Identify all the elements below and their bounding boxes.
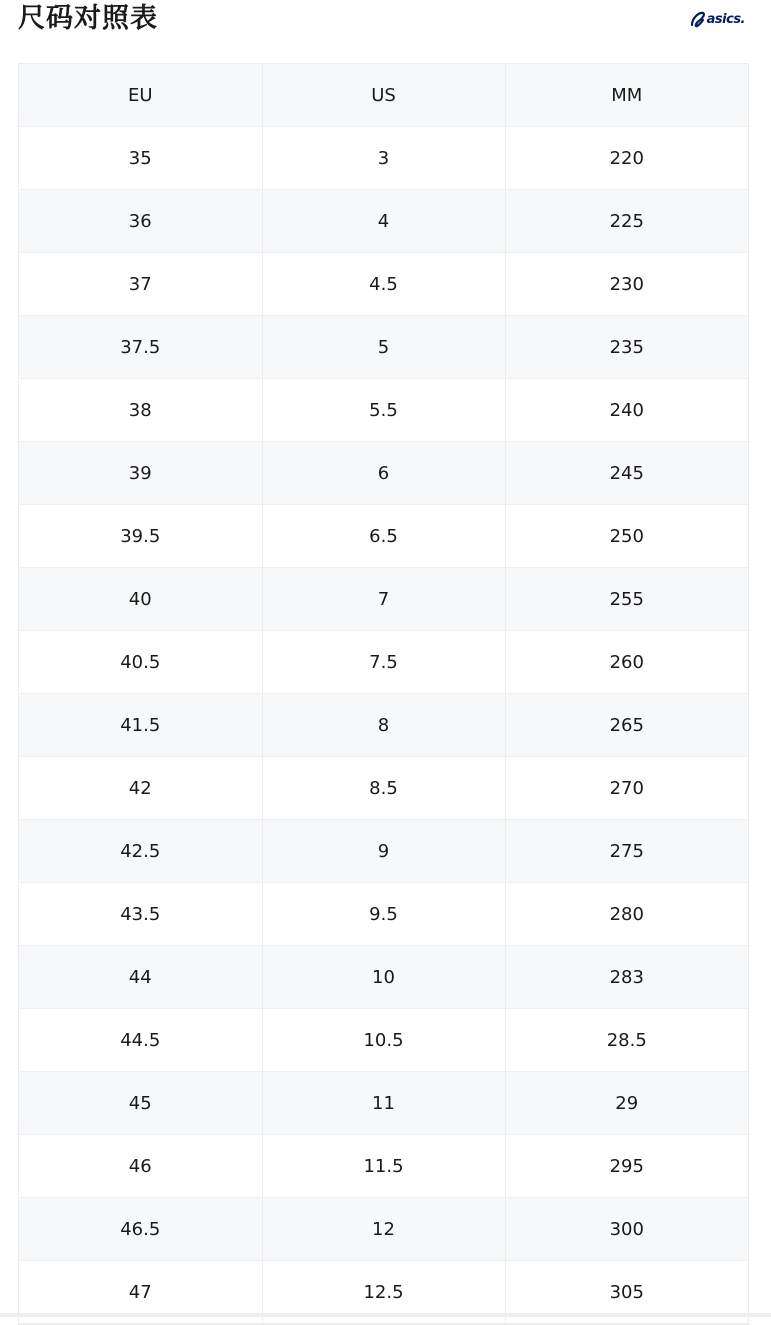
cell-eu: 39 (19, 442, 262, 505)
cell-us: 7 (262, 568, 505, 631)
table-row (19, 757, 748, 820)
cell-eu: 46 (19, 1135, 262, 1198)
asics-logo-icon (690, 10, 706, 28)
brand-logo (690, 8, 745, 30)
cell-eu: 44.5 (19, 1009, 262, 1072)
cell-mm: 220 (505, 127, 748, 190)
cell-eu: 47 (19, 1261, 262, 1324)
cell-mm: 28.5 (505, 1009, 748, 1072)
cell-us: 10.5 (262, 1009, 505, 1072)
cell-us: 12.5 (262, 1261, 505, 1324)
cell-eu: 41.5 (19, 694, 262, 757)
table-row (19, 505, 748, 568)
table-row (19, 442, 748, 505)
cell-mm: 250 (505, 505, 748, 568)
cell-us: 5.5 (262, 379, 505, 442)
cell-eu: 38 (19, 379, 262, 442)
cell-mm: 230 (505, 253, 748, 316)
cell-us: 4 (262, 190, 505, 253)
cell-eu: 42 (19, 757, 262, 820)
cell-us: 6 (262, 442, 505, 505)
cell-eu: 39.5 (19, 505, 262, 568)
cell-mm: 295 (505, 1135, 748, 1198)
cell-mm: 240 (505, 379, 748, 442)
size-chart-table (18, 63, 749, 1325)
cell-mm: 283 (505, 946, 748, 1009)
brand-wordmark: asics. (706, 11, 745, 27)
cell-eu: 36 (19, 190, 262, 253)
table-row (19, 883, 748, 946)
cell-eu: 40.5 (19, 631, 262, 694)
cell-us: 3 (262, 127, 505, 190)
cell-mm: 275 (505, 820, 748, 883)
cell-us: 11 (262, 1072, 505, 1135)
cell-eu: 44 (19, 946, 262, 1009)
cell-us: 8.5 (262, 757, 505, 820)
cell-mm: 300 (505, 1198, 748, 1261)
cell-us: 12 (262, 1198, 505, 1261)
cell-mm: 245 (505, 442, 748, 505)
cell-us: 6.5 (262, 505, 505, 568)
cell-eu: 45 (19, 1072, 262, 1135)
cell-mm: 265 (505, 694, 748, 757)
table-header-row (19, 64, 748, 127)
table-row (19, 1135, 748, 1198)
cell-us: 5 (262, 316, 505, 379)
cell-us: 9.5 (262, 883, 505, 946)
column-header-mm: MM (505, 64, 748, 127)
cell-eu: 43.5 (19, 883, 262, 946)
cell-mm: 235 (505, 316, 748, 379)
cell-eu: 42.5 (19, 820, 262, 883)
cell-eu: 40 (19, 568, 262, 631)
table-row (19, 946, 748, 1009)
table-row (19, 1198, 748, 1261)
table-row (19, 631, 748, 694)
column-header-eu: EU (19, 64, 262, 127)
cell-us: 8 (262, 694, 505, 757)
table-row (19, 127, 748, 190)
cell-mm: 305 (505, 1261, 748, 1324)
cell-us: 4.5 (262, 253, 505, 316)
cell-eu: 37 (19, 253, 262, 316)
cell-us: 7.5 (262, 631, 505, 694)
cell-us: 10 (262, 946, 505, 1009)
page-header (18, 0, 749, 40)
table-row (19, 379, 748, 442)
table-row (19, 694, 748, 757)
cell-mm: 225 (505, 190, 748, 253)
cell-eu: 46.5 (19, 1198, 262, 1261)
table-row (19, 568, 748, 631)
table-row (19, 1072, 748, 1135)
table-row (19, 820, 748, 883)
cell-mm: 29 (505, 1072, 748, 1135)
cell-us: 11.5 (262, 1135, 505, 1198)
bottom-divider (0, 1313, 771, 1317)
table-row (19, 1009, 748, 1072)
table-row (19, 316, 748, 379)
column-header-us: US (262, 64, 505, 127)
table-row (19, 190, 748, 253)
table-row (19, 253, 748, 316)
cell-mm: 270 (505, 757, 748, 820)
cell-us: 9 (262, 820, 505, 883)
cell-eu: 35 (19, 127, 262, 190)
cell-mm: 260 (505, 631, 748, 694)
cell-eu: 37.5 (19, 316, 262, 379)
cell-mm: 280 (505, 883, 748, 946)
cell-mm: 255 (505, 568, 748, 631)
page-title: 尺码对照表 (18, 3, 158, 34)
